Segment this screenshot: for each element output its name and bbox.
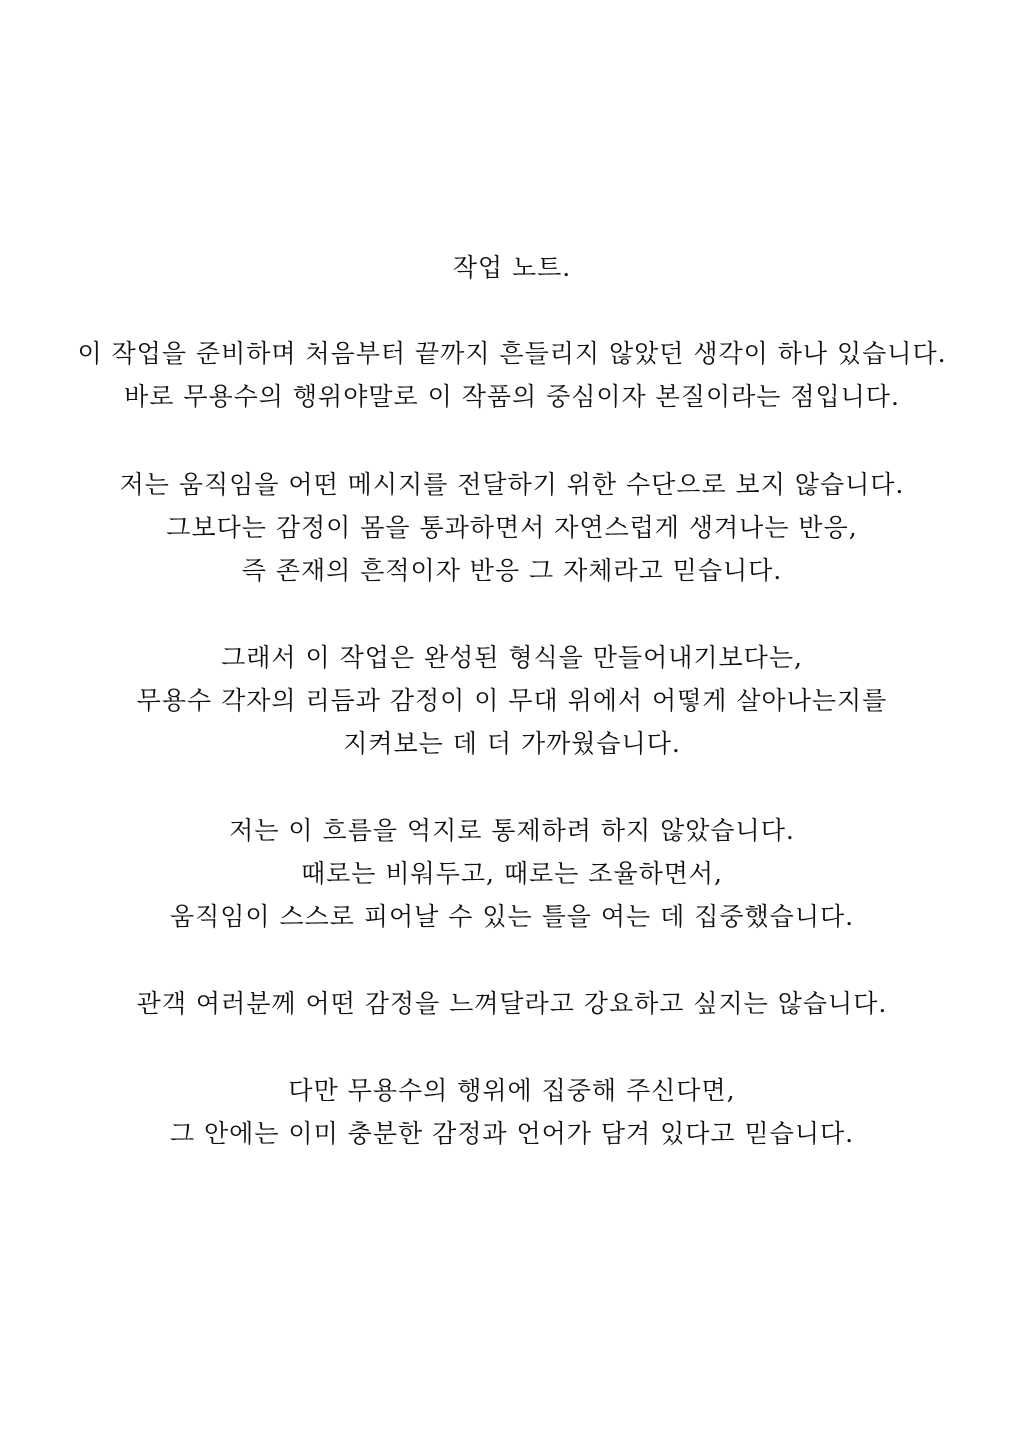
paragraph-line: 즉 존재의 흔적이자 반응 그 자체라고 믿습니다. bbox=[241, 556, 783, 585]
paragraph-line: 지켜보는 데 더 가까웠습니다. bbox=[343, 729, 681, 758]
paragraph-line: 저는 움직임을 어떤 메시지를 전달하기 위한 수단으로 보지 않습니다. bbox=[119, 470, 905, 499]
paragraph-2 bbox=[0, 463, 1024, 592]
paragraph-4 bbox=[0, 809, 1024, 938]
paragraph-line: 때로는 비워두고, 때로는 조율하면서, bbox=[301, 859, 723, 888]
document-title: 작업 노트. bbox=[452, 253, 572, 282]
paragraph-line: 다만 무용수의 행위에 집중해 주신다면, bbox=[288, 1076, 736, 1105]
paragraph-line: 그래서 이 작업은 완성된 형식을 만들어내기보다는, bbox=[221, 643, 803, 672]
paragraph-line: 관객 여러분께 어떤 감정을 느껴달라고 강요하고 싶지는 않습니다. bbox=[136, 989, 888, 1018]
paragraph-line: 움직임이 스스로 피어날 수 있는 틀을 여는 데 집중했습니다. bbox=[169, 902, 855, 931]
paragraph-line: 저는 이 흐름을 억지로 통제하려 하지 않았습니다. bbox=[229, 816, 795, 845]
paragraph-line: 그 안에는 이미 충분한 감정과 언어가 담겨 있다고 믿습니다. bbox=[169, 1119, 855, 1148]
paragraph-line: 무용수 각자의 리듬과 감정이 이 무대 위에서 어떻게 살아나는지를 bbox=[136, 686, 888, 715]
paragraph-1 bbox=[0, 332, 1024, 418]
paragraph-line: 바로 무용수의 행위야말로 이 작품의 중심이자 본질이라는 점입니다. bbox=[124, 382, 900, 411]
paragraph-6 bbox=[0, 1069, 1024, 1155]
paragraph-5 bbox=[0, 982, 1024, 1025]
paragraph-line: 그보다는 감정이 몸을 통과하면서 자연스럽게 생겨나는 반응, bbox=[166, 513, 858, 542]
paragraph-line: 이 작업을 준비하며 처음부터 끝까지 흔들리지 않았던 생각이 하나 있습니다. bbox=[77, 339, 947, 368]
paragraph-3 bbox=[0, 636, 1024, 765]
